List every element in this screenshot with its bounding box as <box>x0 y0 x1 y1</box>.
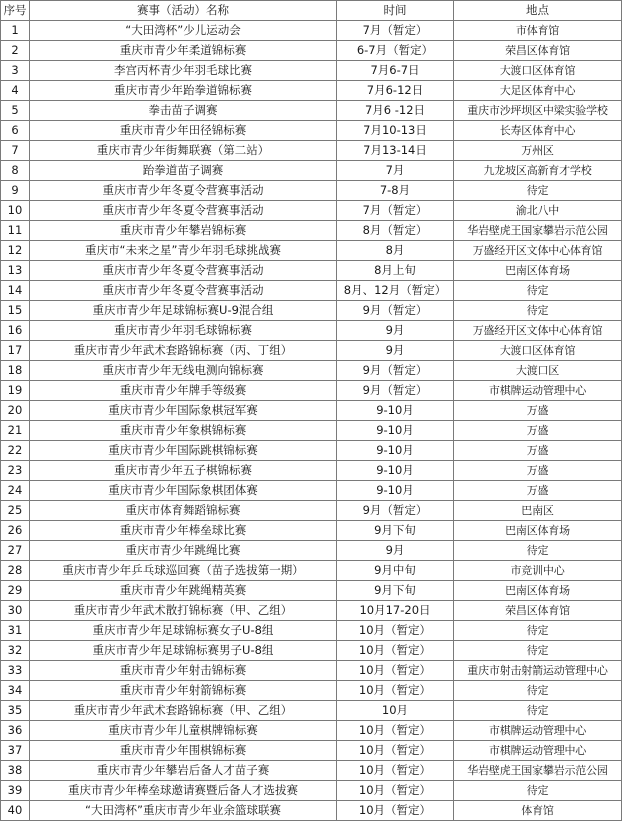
time-cell: 9-10月 <box>337 481 454 501</box>
table-row <box>1 741 622 761</box>
event-name-cell: 重庆市青少年冬夏令营赛事活动 <box>30 261 337 281</box>
event-name-cell: 重庆市青少年国际象棋团体赛 <box>30 481 337 501</box>
table-body <box>1 21 622 821</box>
serial-cell: 40 <box>1 801 30 821</box>
event-name-cell: 重庆市青少年射击锦标赛 <box>30 661 337 681</box>
event-name-cell: 李宫丙杯青少年羽毛球比赛 <box>30 61 337 81</box>
location-cell: 华岩壁虎王国家攀岩示范公园 <box>454 761 622 781</box>
time-cell: 9月下旬 <box>337 521 454 541</box>
serial-cell: 15 <box>1 301 30 321</box>
location-cell: 重庆市沙坪坝区中梁实验学校 <box>454 101 622 121</box>
time-cell: 9月下旬 <box>337 581 454 601</box>
time-cell: 9月（暂定） <box>337 381 454 401</box>
time-cell: 6-7月（暂定） <box>337 41 454 61</box>
location-cell: 待定 <box>454 681 622 701</box>
time-cell: 7月10-13日 <box>337 121 454 141</box>
serial-cell: 17 <box>1 341 30 361</box>
location-cell: 待定 <box>454 541 622 561</box>
event-name-cell: 重庆市“未来之星”青少年羽毛球挑战赛 <box>30 241 337 261</box>
location-cell: 待定 <box>454 181 622 201</box>
location-cell: 待定 <box>454 701 622 721</box>
serial-cell: 23 <box>1 461 30 481</box>
event-name-cell: 跆拳道苗子调赛 <box>30 161 337 181</box>
location-cell: 体育馆 <box>454 801 622 821</box>
location-cell: 市棋牌运动管理中心 <box>454 721 622 741</box>
table-row <box>1 181 622 201</box>
time-cell: 9月 <box>337 541 454 561</box>
table-row <box>1 581 622 601</box>
event-name-cell: 重庆市青少年五子棋锦标赛 <box>30 461 337 481</box>
header-event-name: 赛事（活动）名称 <box>30 1 337 21</box>
serial-cell: 24 <box>1 481 30 501</box>
location-cell: 万盛 <box>454 421 622 441</box>
time-cell: 9月 <box>337 341 454 361</box>
time-cell: 10月（暂定） <box>337 681 454 701</box>
time-cell: 7月6 -12日 <box>337 101 454 121</box>
event-name-cell: 重庆市体育舞蹈锦标赛 <box>30 501 337 521</box>
header-time: 时间 <box>337 1 454 21</box>
event-name-cell: 重庆市青少年武术套路锦标赛（丙、丁组） <box>30 341 337 361</box>
event-name-cell: “大田湾杯”少儿运动会 <box>30 21 337 41</box>
location-cell: 大渡口区体育馆 <box>454 341 622 361</box>
time-cell: 10月（暂定） <box>337 721 454 741</box>
time-cell: 7月6-12日 <box>337 81 454 101</box>
event-name-cell: 重庆市青少年儿童棋牌锦标赛 <box>30 721 337 741</box>
serial-cell: 6 <box>1 121 30 141</box>
time-cell: 9月中旬 <box>337 561 454 581</box>
serial-cell: 19 <box>1 381 30 401</box>
time-cell: 9-10月 <box>337 401 454 421</box>
time-cell: 7月13-14日 <box>337 141 454 161</box>
event-name-cell: 重庆市青少年田径锦标赛 <box>30 121 337 141</box>
location-cell: 待定 <box>454 301 622 321</box>
serial-cell: 34 <box>1 681 30 701</box>
serial-cell: 11 <box>1 221 30 241</box>
serial-cell: 31 <box>1 621 30 641</box>
table-row <box>1 121 622 141</box>
time-cell: 10月（暂定） <box>337 661 454 681</box>
serial-cell: 8 <box>1 161 30 181</box>
location-cell: 大足区体育中心 <box>454 81 622 101</box>
table-row <box>1 461 622 481</box>
serial-cell: 13 <box>1 261 30 281</box>
event-name-cell: 重庆市青少年射箭锦标赛 <box>30 681 337 701</box>
event-name-cell: 重庆市青少年武术散打锦标赛（甲、乙组） <box>30 601 337 621</box>
table-row <box>1 61 622 81</box>
serial-cell: 9 <box>1 181 30 201</box>
serial-cell: 5 <box>1 101 30 121</box>
table-row <box>1 661 622 681</box>
event-name-cell: 重庆市青少年攀岩锦标赛 <box>30 221 337 241</box>
time-cell: 9-10月 <box>337 461 454 481</box>
time-cell: 8月上旬 <box>337 261 454 281</box>
serial-cell: 10 <box>1 201 30 221</box>
location-cell: 荣昌区体育馆 <box>454 41 622 61</box>
table-row <box>1 781 622 801</box>
location-cell: 万盛经开区文体中心体育馆 <box>454 241 622 261</box>
serial-cell: 16 <box>1 321 30 341</box>
location-cell: 市棋牌运动管理中心 <box>454 381 622 401</box>
event-name-cell: 重庆市青少年无线电测向锦标赛 <box>30 361 337 381</box>
table-row <box>1 401 622 421</box>
table-row <box>1 621 622 641</box>
table-row <box>1 381 622 401</box>
serial-cell: 2 <box>1 41 30 61</box>
table-row <box>1 81 622 101</box>
location-cell: 市竞训中心 <box>454 561 622 581</box>
table-row <box>1 341 622 361</box>
table-row <box>1 281 622 301</box>
time-cell: 10月（暂定） <box>337 741 454 761</box>
time-cell: 10月（暂定） <box>337 781 454 801</box>
table-header <box>1 1 622 21</box>
serial-cell: 38 <box>1 761 30 781</box>
location-cell: 万盛 <box>454 461 622 481</box>
event-name-cell: 重庆市青少年围棋锦标赛 <box>30 741 337 761</box>
event-name-cell: 重庆市青少年冬夏令营赛事活动 <box>30 181 337 201</box>
time-cell: 10月 <box>337 701 454 721</box>
serial-cell: 21 <box>1 421 30 441</box>
location-cell: 巴南区体育场 <box>454 581 622 601</box>
header-row <box>1 1 622 21</box>
event-name-cell: 重庆市青少年跳绳比赛 <box>30 541 337 561</box>
table-row <box>1 141 622 161</box>
table-row <box>1 241 622 261</box>
time-cell: 10月（暂定） <box>337 761 454 781</box>
serial-cell: 39 <box>1 781 30 801</box>
table-row <box>1 421 622 441</box>
event-name-cell: 重庆市青少年跆拳道锦标赛 <box>30 81 337 101</box>
location-cell: 待定 <box>454 621 622 641</box>
serial-cell: 3 <box>1 61 30 81</box>
event-name-cell: 重庆市青少年乒乓球巡回赛（苗子选拔第一期） <box>30 561 337 581</box>
table-row <box>1 721 622 741</box>
event-name-cell: 重庆市青少年街舞联赛（第二站） <box>30 141 337 161</box>
serial-cell: 35 <box>1 701 30 721</box>
table-row <box>1 101 622 121</box>
event-name-cell: 重庆市青少年冬夏令营赛事活动 <box>30 281 337 301</box>
time-cell: 7月（暂定） <box>337 201 454 221</box>
serial-cell: 37 <box>1 741 30 761</box>
time-cell: 7月 <box>337 161 454 181</box>
event-name-cell: 重庆市青少年足球锦标赛女子U-8组 <box>30 621 337 641</box>
table-row <box>1 221 622 241</box>
serial-cell: 1 <box>1 21 30 41</box>
serial-cell: 30 <box>1 601 30 621</box>
event-name-cell: 重庆市青少年足球锦标赛男子U-8组 <box>30 641 337 661</box>
serial-cell: 26 <box>1 521 30 541</box>
serial-cell: 25 <box>1 501 30 521</box>
time-cell: 10月（暂定） <box>337 801 454 821</box>
serial-cell: 28 <box>1 561 30 581</box>
serial-cell: 33 <box>1 661 30 681</box>
event-name-cell: 重庆市青少年牌手等级赛 <box>30 381 337 401</box>
table-row <box>1 541 622 561</box>
location-cell: 重庆市射击射箭运动管理中心 <box>454 661 622 681</box>
serial-cell: 29 <box>1 581 30 601</box>
time-cell: 9月（暂定） <box>337 501 454 521</box>
event-name-cell: “大田湾杯”重庆市青少年业余篮球联赛 <box>30 801 337 821</box>
location-cell: 巴南区体育场 <box>454 261 622 281</box>
table-row <box>1 561 622 581</box>
serial-cell: 27 <box>1 541 30 561</box>
location-cell: 市体育馆 <box>454 21 622 41</box>
time-cell: 8月、12月（暂定） <box>337 281 454 301</box>
location-cell: 大渡口区体育馆 <box>454 61 622 81</box>
serial-cell: 18 <box>1 361 30 381</box>
table-row <box>1 161 622 181</box>
table-row <box>1 521 622 541</box>
time-cell: 9月 <box>337 321 454 341</box>
table-row <box>1 441 622 461</box>
serial-cell: 12 <box>1 241 30 261</box>
header-location: 地点 <box>454 1 622 21</box>
table-row <box>1 801 622 821</box>
location-cell: 万州区 <box>454 141 622 161</box>
table-row <box>1 21 622 41</box>
table-row <box>1 261 622 281</box>
table-row <box>1 601 622 621</box>
event-name-cell: 拳击苗子调赛 <box>30 101 337 121</box>
event-name-cell: 重庆市青少年柔道锦标赛 <box>30 41 337 61</box>
location-cell: 万盛 <box>454 401 622 421</box>
table-row <box>1 321 622 341</box>
location-cell: 华岩壁虎王国家攀岩示范公园 <box>454 221 622 241</box>
time-cell: 9-10月 <box>337 421 454 441</box>
header-serial: 序号 <box>1 1 30 21</box>
table-row <box>1 201 622 221</box>
location-cell: 荣昌区体育馆 <box>454 601 622 621</box>
event-name-cell: 重庆市青少年国际象棋冠军赛 <box>30 401 337 421</box>
serial-cell: 32 <box>1 641 30 661</box>
time-cell: 8月 <box>337 241 454 261</box>
location-cell: 长寿区体育中心 <box>454 121 622 141</box>
time-cell: 7月（暂定） <box>337 21 454 41</box>
event-name-cell: 重庆市青少年攀岩后备人才苗子赛 <box>30 761 337 781</box>
time-cell: 9月（暂定） <box>337 361 454 381</box>
event-name-cell: 重庆市青少年足球锦标赛U-9混合组 <box>30 301 337 321</box>
event-name-cell: 重庆市青少年象棋锦标赛 <box>30 421 337 441</box>
time-cell: 9-10月 <box>337 441 454 461</box>
location-cell: 渝北八中 <box>454 201 622 221</box>
event-name-cell: 重庆市青少年跳绳精英赛 <box>30 581 337 601</box>
location-cell: 市棋牌运动管理中心 <box>454 741 622 761</box>
serial-cell: 22 <box>1 441 30 461</box>
time-cell: 10月（暂定） <box>337 641 454 661</box>
event-name-cell: 重庆市青少年棒垒球邀请赛暨后备人才选拔赛 <box>30 781 337 801</box>
event-name-cell: 重庆市青少年羽毛球锦标赛 <box>30 321 337 341</box>
serial-cell: 20 <box>1 401 30 421</box>
time-cell: 7-8月 <box>337 181 454 201</box>
event-name-cell: 重庆市青少年武术套路锦标赛（甲、乙组） <box>30 701 337 721</box>
location-cell: 九龙坡区高新育才学校 <box>454 161 622 181</box>
table-row <box>1 41 622 61</box>
serial-cell: 4 <box>1 81 30 101</box>
time-cell: 10月（暂定） <box>337 621 454 641</box>
location-cell: 待定 <box>454 281 622 301</box>
table-row <box>1 501 622 521</box>
table-row <box>1 701 622 721</box>
table-row <box>1 301 622 321</box>
location-cell: 待定 <box>454 641 622 661</box>
location-cell: 待定 <box>454 781 622 801</box>
time-cell: 8月（暂定） <box>337 221 454 241</box>
table-row <box>1 681 622 701</box>
location-cell: 万盛 <box>454 441 622 461</box>
location-cell: 大渡口区 <box>454 361 622 381</box>
time-cell: 10月17-20日 <box>337 601 454 621</box>
table-row <box>1 481 622 501</box>
location-cell: 巴南区 <box>454 501 622 521</box>
event-name-cell: 重庆市青少年冬夏令营赛事活动 <box>30 201 337 221</box>
event-name-cell: 重庆市青少年棒垒球比赛 <box>30 521 337 541</box>
serial-cell: 36 <box>1 721 30 741</box>
table-row <box>1 361 622 381</box>
time-cell: 9月（暂定） <box>337 301 454 321</box>
serial-cell: 14 <box>1 281 30 301</box>
location-cell: 万盛经开区文体中心体育馆 <box>454 321 622 341</box>
location-cell: 巴南区体育场 <box>454 521 622 541</box>
table-row <box>1 641 622 661</box>
table-row <box>1 761 622 781</box>
event-name-cell: 重庆市青少年国际跳棋锦标赛 <box>30 441 337 461</box>
location-cell: 万盛 <box>454 481 622 501</box>
serial-cell: 7 <box>1 141 30 161</box>
time-cell: 7月6-7日 <box>337 61 454 81</box>
